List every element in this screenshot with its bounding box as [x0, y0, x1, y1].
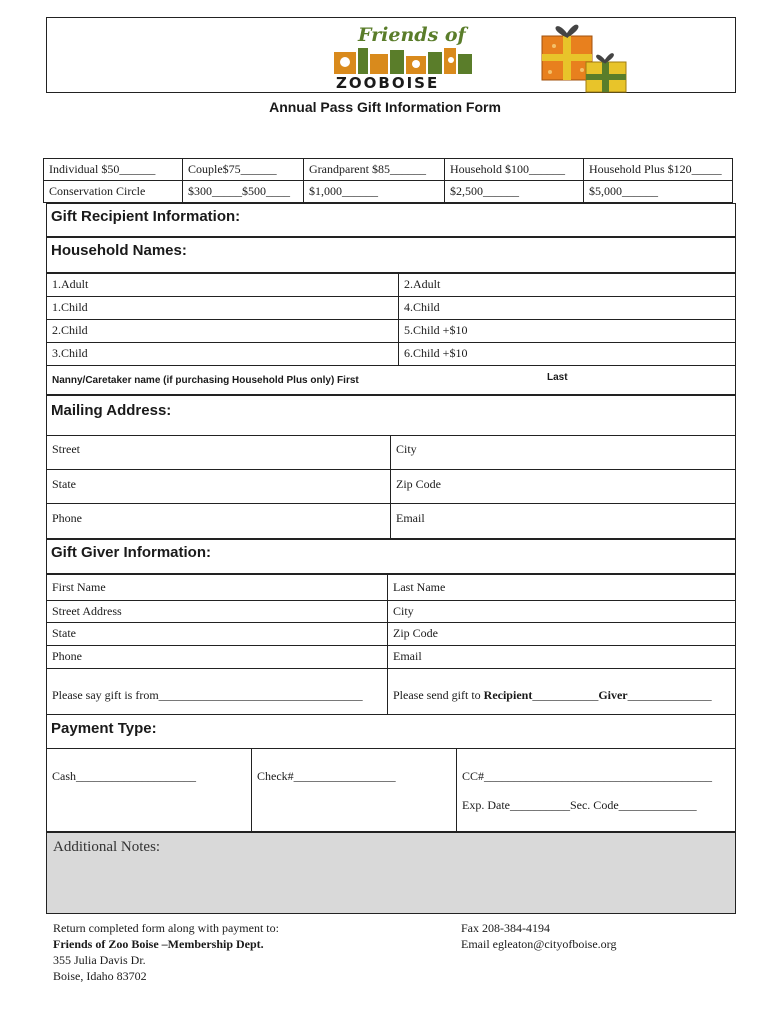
option-couple[interactable]: Couple$75______ — [182, 158, 304, 181]
option-5000[interactable]: $5,000______ — [583, 180, 733, 203]
adult-2-field[interactable]: 2.Adult — [398, 273, 736, 297]
nanny-last-label: Last — [547, 372, 568, 383]
option-grandparent[interactable]: Grandparent $85______ — [303, 158, 445, 181]
giver-email-field[interactable]: Email — [387, 645, 736, 669]
logo-zooboise-text: ZOOBOISE — [336, 74, 440, 92]
child-6-field[interactable]: 6.Child +$10 — [398, 342, 736, 366]
recipient-heading: Gift Recipient Information: — [46, 203, 736, 237]
giver-last-name-field[interactable]: Last Name — [387, 574, 736, 601]
footer-contact-info — [461, 920, 616, 952]
giver-phone-field[interactable]: Phone — [46, 645, 388, 669]
send-gift-prefix: Please send gift to — [393, 688, 484, 702]
mailing-street-field[interactable]: Street — [46, 435, 391, 470]
send-giver-blank: ______________ — [627, 688, 712, 702]
option-2500[interactable]: $2,500______ — [444, 180, 584, 203]
giver-first-name-field[interactable]: First Name — [46, 574, 388, 601]
animal-silhouettes-icon — [334, 48, 474, 74]
send-recipient-option[interactable]: Recipient — [483, 688, 533, 702]
payment-check-field[interactable]: Check#_________________ — [251, 748, 457, 832]
child-4-field[interactable]: 4.Child — [398, 296, 736, 320]
giver-street-field[interactable]: Street Address — [46, 600, 388, 623]
giver-city-field[interactable]: City — [387, 600, 736, 623]
logo-friends-of-text: Friends of — [358, 24, 466, 46]
child-5-field[interactable]: 5.Child +$10 — [398, 319, 736, 343]
option-300-500[interactable]: $300_____$500____ — [182, 180, 304, 203]
footer-return-line: Return completed form along with payment to: — [53, 921, 279, 935]
option-household[interactable]: Household $100______ — [444, 158, 584, 181]
mailing-heading: Mailing Address: — [46, 395, 736, 436]
payment-cc-field[interactable] — [456, 748, 736, 832]
additional-notes-label: Additional Notes: — [53, 839, 161, 855]
mailing-zip-field[interactable]: Zip Code — [390, 469, 736, 504]
send-giver-option[interactable]: Giver — [598, 688, 628, 702]
send-gift-to-field[interactable] — [387, 668, 736, 715]
payment-heading: Payment Type: — [46, 714, 736, 749]
cc-exp-sec-field[interactable]: Exp. Date__________Sec. Code_____________ — [462, 798, 697, 812]
option-individual[interactable]: Individual $50______ — [43, 158, 183, 181]
mailing-phone-field[interactable]: Phone — [46, 503, 391, 539]
mailing-email-field[interactable]: Email — [390, 503, 736, 539]
additional-notes-field[interactable] — [46, 832, 736, 914]
gift-from-field[interactable]: Please say gift is from__________________________________ — [46, 668, 388, 715]
nanny-row[interactable] — [46, 365, 736, 395]
footer-return-info — [53, 920, 279, 984]
giver-state-field[interactable]: State — [46, 622, 388, 646]
option-1000[interactable]: $1,000______ — [303, 180, 445, 203]
footer-org: Friends of Zoo Boise –Membership Dept. — [53, 937, 264, 951]
footer-address-2: Boise, Idaho 83702 — [53, 969, 147, 983]
footer-email: Email egleaton@cityofboise.org — [461, 937, 617, 951]
footer-fax: Fax 208-384-4194 — [461, 921, 550, 935]
form-title: Annual Pass Gift Information Form — [269, 99, 501, 115]
child-2-field[interactable]: 2.Child — [46, 319, 399, 343]
option-conservation-circle: Conservation Circle — [43, 180, 183, 203]
footer-address-1: 355 Julia Davis Dr. — [53, 953, 146, 967]
adult-1-field[interactable]: 1.Adult — [46, 273, 399, 297]
mailing-city-field[interactable]: City — [390, 435, 736, 470]
gift-boxes-icon — [534, 14, 634, 94]
send-recipient-blank: ___________ — [532, 688, 599, 702]
nanny-label: Nanny/Caretaker name (if purchasing Household Plus only) First — [52, 375, 359, 386]
child-3-field[interactable]: 3.Child — [46, 342, 399, 366]
child-1-field[interactable]: 1.Child — [46, 296, 399, 320]
payment-cash-field[interactable]: Cash____________________ — [46, 748, 252, 832]
friends-of-zoo-boise-logo — [332, 24, 477, 90]
header-box — [46, 17, 736, 93]
household-names-heading: Household Names: — [46, 237, 736, 273]
cc-number-field[interactable]: CC#______________________________________ — [462, 769, 713, 783]
option-household-plus[interactable]: Household Plus $120_____ — [583, 158, 733, 181]
giver-zip-field[interactable]: Zip Code — [387, 622, 736, 646]
mailing-state-field[interactable]: State — [46, 469, 391, 504]
giver-heading: Gift Giver Information: — [46, 539, 736, 574]
